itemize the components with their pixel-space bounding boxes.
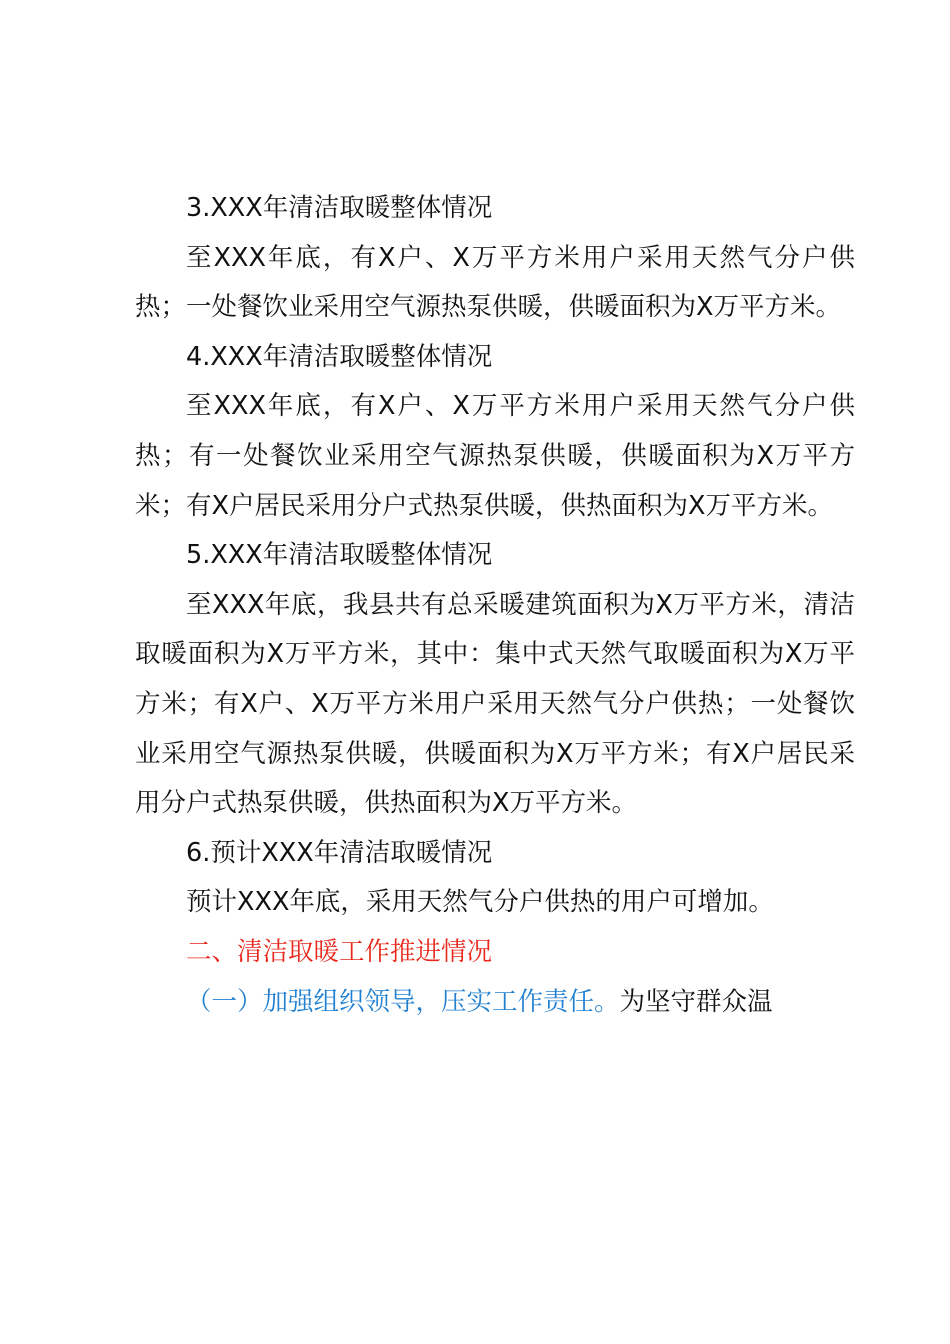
paragraph-4: 至XXX年底，有X户、X万平方米用户采用天然气分户供热；有一处餐饮业采用空气源热泵供暖，供暖面积为X万平方米；有X户居民采用分户式热泵供暖，供热面积为X万平方米。 [135, 391, 855, 521]
subsection-text: 为坚守群众温 [619, 986, 773, 1017]
heading-6: 6.预计XXX年清洁取暖情况 [186, 837, 493, 868]
heading-4: 4.XXX年清洁取暖整体情况 [186, 341, 493, 372]
heading-3: 3.XXX年清洁取暖整体情况 [186, 193, 493, 223]
document-body [135, 184, 855, 1027]
subsection-heading: （一）加强组织领导，压实工作责任。 [186, 986, 620, 1017]
paragraph-3: 至XXX年底，有X户、X万平方米用户采用天然气分户供热；一处餐饮业采用空气源热泵供暖，供暖面积为X万平方米。 [135, 242, 855, 323]
paragraph-5: 至XXX年底，我县共有总采暖建筑面积为X万平方米，清洁取暖面积为X万平方米，其中：集中式天然气取暖面积为X万平方米；有X户、X万平方米用户采用天然气分户供热；一处餐饮业采用空气源热泵供暖，供暖面积为X万平方米；有X户居民采用分户式热泵供暖，供热面积为X万平方米。 [135, 589, 855, 819]
section-heading: 二、清洁取暖工作推进情况 [186, 936, 493, 967]
subsection-paragraph [135, 978, 855, 1028]
paragraph-6: 预计XXX年底，采用天然气分户供热的用户可增加。 [186, 887, 774, 918]
heading-5: 5.XXX年清洁取暖整体情况 [186, 540, 493, 571]
